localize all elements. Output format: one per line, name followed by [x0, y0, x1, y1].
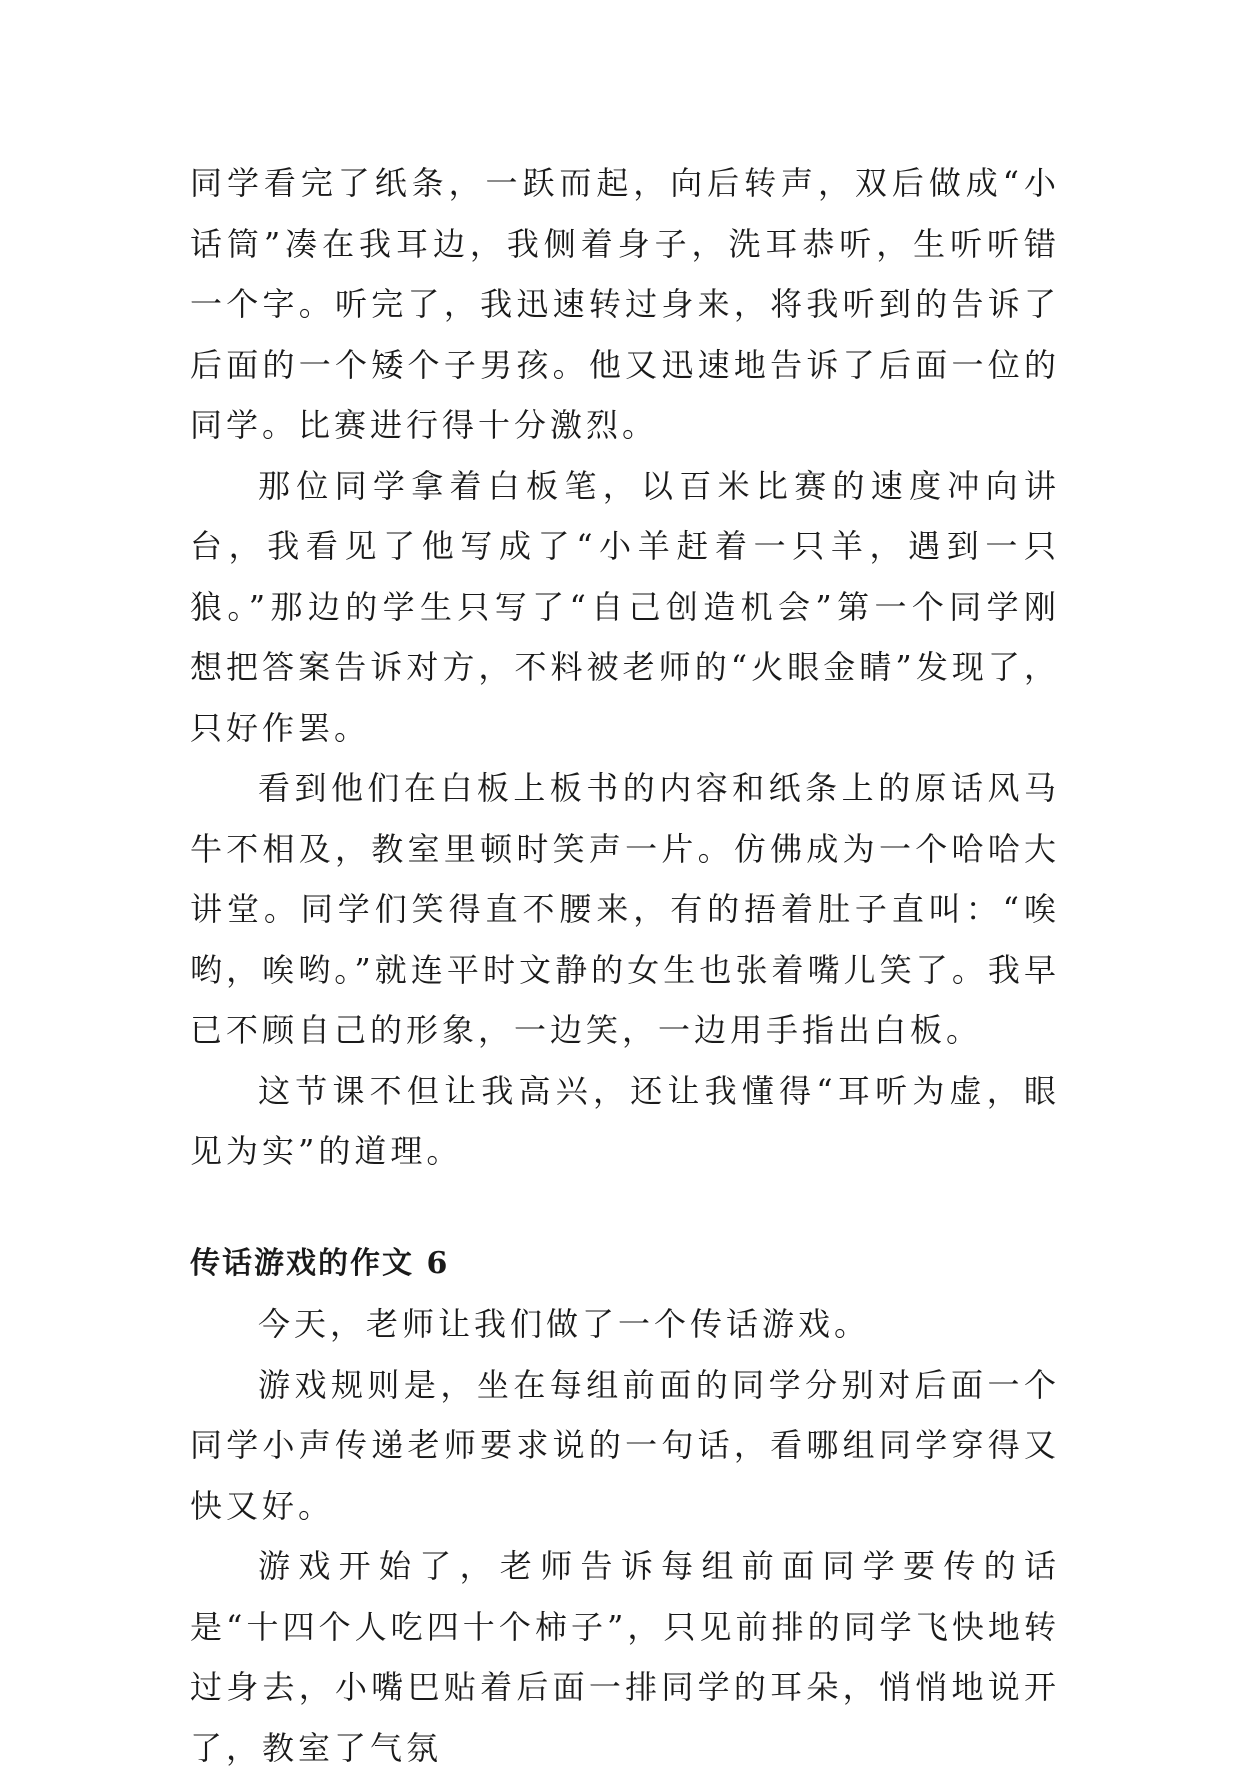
paragraph-7: 游戏开始了，老师告诉每组前面同学要传的话是“十四个人吃四十个柿子”，只见前排的同学飞快地转过身去，小嘴巴贴着后面一排同学的耳朵，悄悄地说开了，教室了气氛 [190, 1547, 1060, 1767]
paragraph-4: 这节课不但让我高兴，还让我懂得“耳听为虚，眼见为实”的道理。 [190, 1071, 1060, 1170]
section-title: 传话游戏的作文 6 [190, 1245, 450, 1281]
paragraph-2: 那位同学拿着白板笔，以百米比赛的速度冲向讲台，我看见了他写成了“小羊赶着一只羊，遇到一只狼。”那边的学生只写了“自己创造机会”第一个同学刚想把答案告诉对方，不料被老师的“火眼金睛”发现了，只好作罢。 [190, 466, 1060, 747]
paragraph-5: 今天，老师让我们做了一个传话游戏。 [258, 1305, 871, 1343]
paragraph-1: 同学看完了纸条，一跃而起，向后转声，双后做成“小话筒”凑在我耳边，我侧着身子，洗耳恭听，生听听错一个字。听完了，我迅速转过身来，将我听到的告诉了后面的一个矮个子男孩。他又迅速地告诉了后面一位的同学。比赛进行得十分激烈。 [190, 164, 1060, 444]
document-body [190, 153, 1060, 1778]
paragraph-6: 游戏规则是，坐在每组前面的同学分别对后面一个同学小声传递老师要求说的一句话，看哪组同学穿得又快又好。 [190, 1365, 1060, 1525]
paragraph-3: 看到他们在白板上板书的内容和纸条上的原话风马牛不相及，教室里顿时笑声一片。仿佛成为一个哈哈大讲堂。同学们笑得直不腰来，有的捂着肚子直叫：“唉哟，唉哟。”就连平时文静的女生也张着嘴儿笑了。我早已不顾自己的形象，一边笑，一边用手指出白板。 [190, 769, 1060, 1049]
